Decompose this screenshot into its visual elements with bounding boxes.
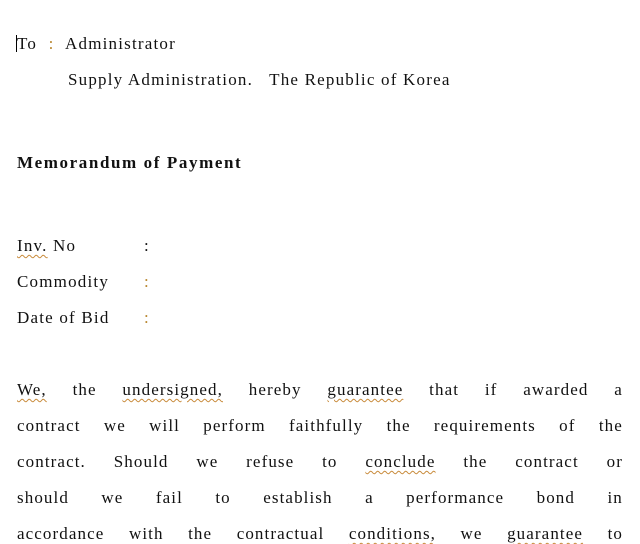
organization-text: Supply Administration. The Republic of Korea — [68, 70, 451, 89]
paragraph-word: awarded — [523, 380, 589, 399]
paragraph-word: requirements — [433, 416, 536, 435]
paragraph-word: conclude — [365, 452, 436, 471]
commodity-label: Commodity — [17, 272, 110, 291]
paragraph-word: with — [128, 524, 164, 543]
paragraph-word: bond — [536, 488, 576, 507]
paragraph-line — [17, 380, 623, 400]
paragraph-word: fail — [155, 488, 183, 507]
paragraph-word: performance — [406, 488, 505, 507]
paragraph-word: guarantee — [507, 524, 584, 543]
paragraph-word: to — [215, 488, 231, 507]
paragraph-word: if — [484, 380, 498, 399]
paragraph-word: a — [614, 380, 623, 399]
paragraph-line — [17, 524, 623, 544]
paragraph-word: Should — [113, 452, 169, 471]
paragraph-word: we — [460, 524, 483, 543]
to-value: Administrator — [65, 34, 176, 53]
paragraph-word: of — [559, 416, 576, 435]
paragraph-word: accordance — [17, 524, 105, 543]
paragraph-word: hereby — [248, 380, 302, 399]
paragraph-word: the — [598, 416, 623, 435]
paragraph-word: We, — [17, 380, 47, 399]
paragraph-line — [17, 488, 623, 508]
paragraph-word: perform — [203, 416, 266, 435]
to-line — [17, 34, 176, 54]
date-of-bid-colon: : — [144, 308, 149, 327]
paragraph-word: the — [188, 524, 213, 543]
paragraph-word: a — [365, 488, 374, 507]
to-colon: : — [48, 34, 55, 53]
paragraph-word: will — [149, 416, 180, 435]
paragraph-word: undersigned, — [122, 380, 223, 399]
document-title: Memorandum of Payment — [17, 153, 243, 172]
paragraph-word: to — [607, 524, 623, 543]
paragraph-word: establish — [263, 488, 333, 507]
invoice-number-colon: : — [144, 236, 149, 255]
paragraph-line — [17, 416, 623, 436]
paragraph-word: in — [607, 488, 623, 507]
paragraph-word: contractual — [236, 524, 325, 543]
paragraph-word: conditions, — [348, 524, 437, 543]
paragraph-word: that — [429, 380, 460, 399]
paragraph-word: we — [101, 488, 124, 507]
paragraph-word: we — [103, 416, 126, 435]
inv-word: Inv. — [17, 236, 48, 255]
paragraph-word: guarantee — [327, 380, 404, 399]
paragraph-word: we — [196, 452, 219, 471]
paragraph-word: the — [386, 416, 411, 435]
paragraph-word: to — [322, 452, 338, 471]
paragraph-word: the — [72, 380, 97, 399]
paragraph-word: or — [606, 452, 623, 471]
date-of-bid-label: Date of Bid — [17, 308, 110, 327]
paragraph-line — [17, 452, 623, 472]
paragraph-word: should — [17, 488, 69, 507]
paragraph-word: the — [463, 452, 488, 471]
paragraph-word: faithfully — [289, 416, 364, 435]
to-label: To — [17, 34, 38, 53]
paragraph-word: contract — [515, 452, 579, 471]
commodity-colon: : — [144, 272, 149, 291]
paragraph-word: refuse — [246, 452, 295, 471]
paragraph-word: contract — [17, 416, 81, 435]
organization-line — [68, 70, 451, 90]
paragraph-word: contract. — [17, 452, 86, 471]
invoice-number-label: Inv. No — [17, 236, 77, 255]
